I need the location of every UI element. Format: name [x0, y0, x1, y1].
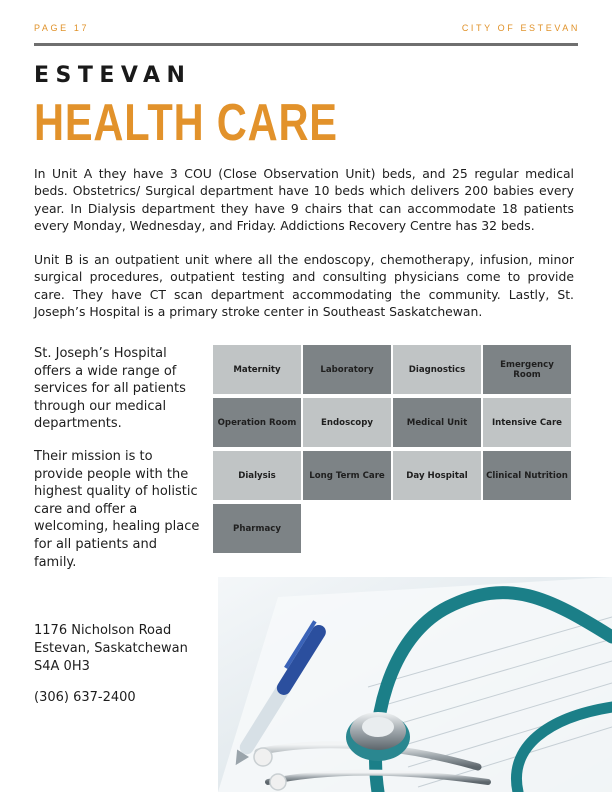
page-number: PAGE 17 [34, 23, 90, 33]
service-tile-dialysis: Dialysis [213, 451, 301, 500]
intro-paragraph-unit-a: In Unit A they have 3 COU (Close Observation Unit) beds, and 25 regular medical beds. Obstetrics/ Surgical department have 10 beds which delivers 200 babies every year. In Dialysis department they have 9 chairs that can accommodate 18 patients every Monday, Wednesday, and Friday. Addictions Recovery Centre has 32 beds. [34, 166, 574, 234]
service-tile-maternity: Maternity [213, 345, 301, 394]
service-tile-long-term-care: Long Term Care [303, 451, 391, 500]
stethoscope-photo [218, 577, 612, 792]
mission-text: Their mission is to provide people with the highest quality of holistic care and offer a welcoming, healing place for all patients and family. [34, 449, 200, 570]
service-tile-operation-room: Operation Room [213, 398, 301, 447]
service-tile-endoscopy: Endoscopy [303, 398, 391, 447]
service-tile-medical-unit: Medical Unit [393, 398, 481, 447]
address-block [34, 622, 188, 676]
address-street: 1176 Nicholson Road [34, 623, 172, 638]
header-rule [34, 43, 578, 46]
page-title: HEALTH CARE [34, 94, 338, 152]
phone-number: (306) 637-2400 [34, 690, 136, 705]
intro-paragraph-unit-b: Unit B is an outpatient unit where all the endoscopy, chemotherapy, infusion, minor surgical procedures, outpatient testing and consulting physicians come to provide care. They have CT scan department accommodating the community. Lastly, St. Joseph’s Hospital is a primary stroke center in Southeast Saskatchewan. [34, 252, 574, 320]
address-city: Estevan, Saskatchewan [34, 641, 188, 656]
stethoscope-pen-icon [218, 577, 612, 792]
service-tile-laboratory: Laboratory [303, 345, 391, 394]
service-tile-day-hospital: Day Hospital [393, 451, 481, 500]
service-tile-pharmacy: Pharmacy [213, 504, 301, 553]
services-grid [213, 345, 573, 555]
city-name: CITY OF ESTEVAN [461, 23, 580, 33]
page-subtitle: ESTEVAN [34, 63, 192, 88]
service-tile-clinical-nutrition: Clinical Nutrition [483, 451, 571, 500]
address-postal-code: S4A 0H3 [34, 659, 90, 674]
service-tile-emergency-room: Emergency Room [483, 345, 571, 394]
service-tile-intensive-care: Intensive Care [483, 398, 571, 447]
service-tile-diagnostics: Diagnostics [393, 345, 481, 394]
services-intro-text: St. Joseph’s Hospital offers a wide range of services for all patients through our medical departments. [34, 346, 186, 432]
